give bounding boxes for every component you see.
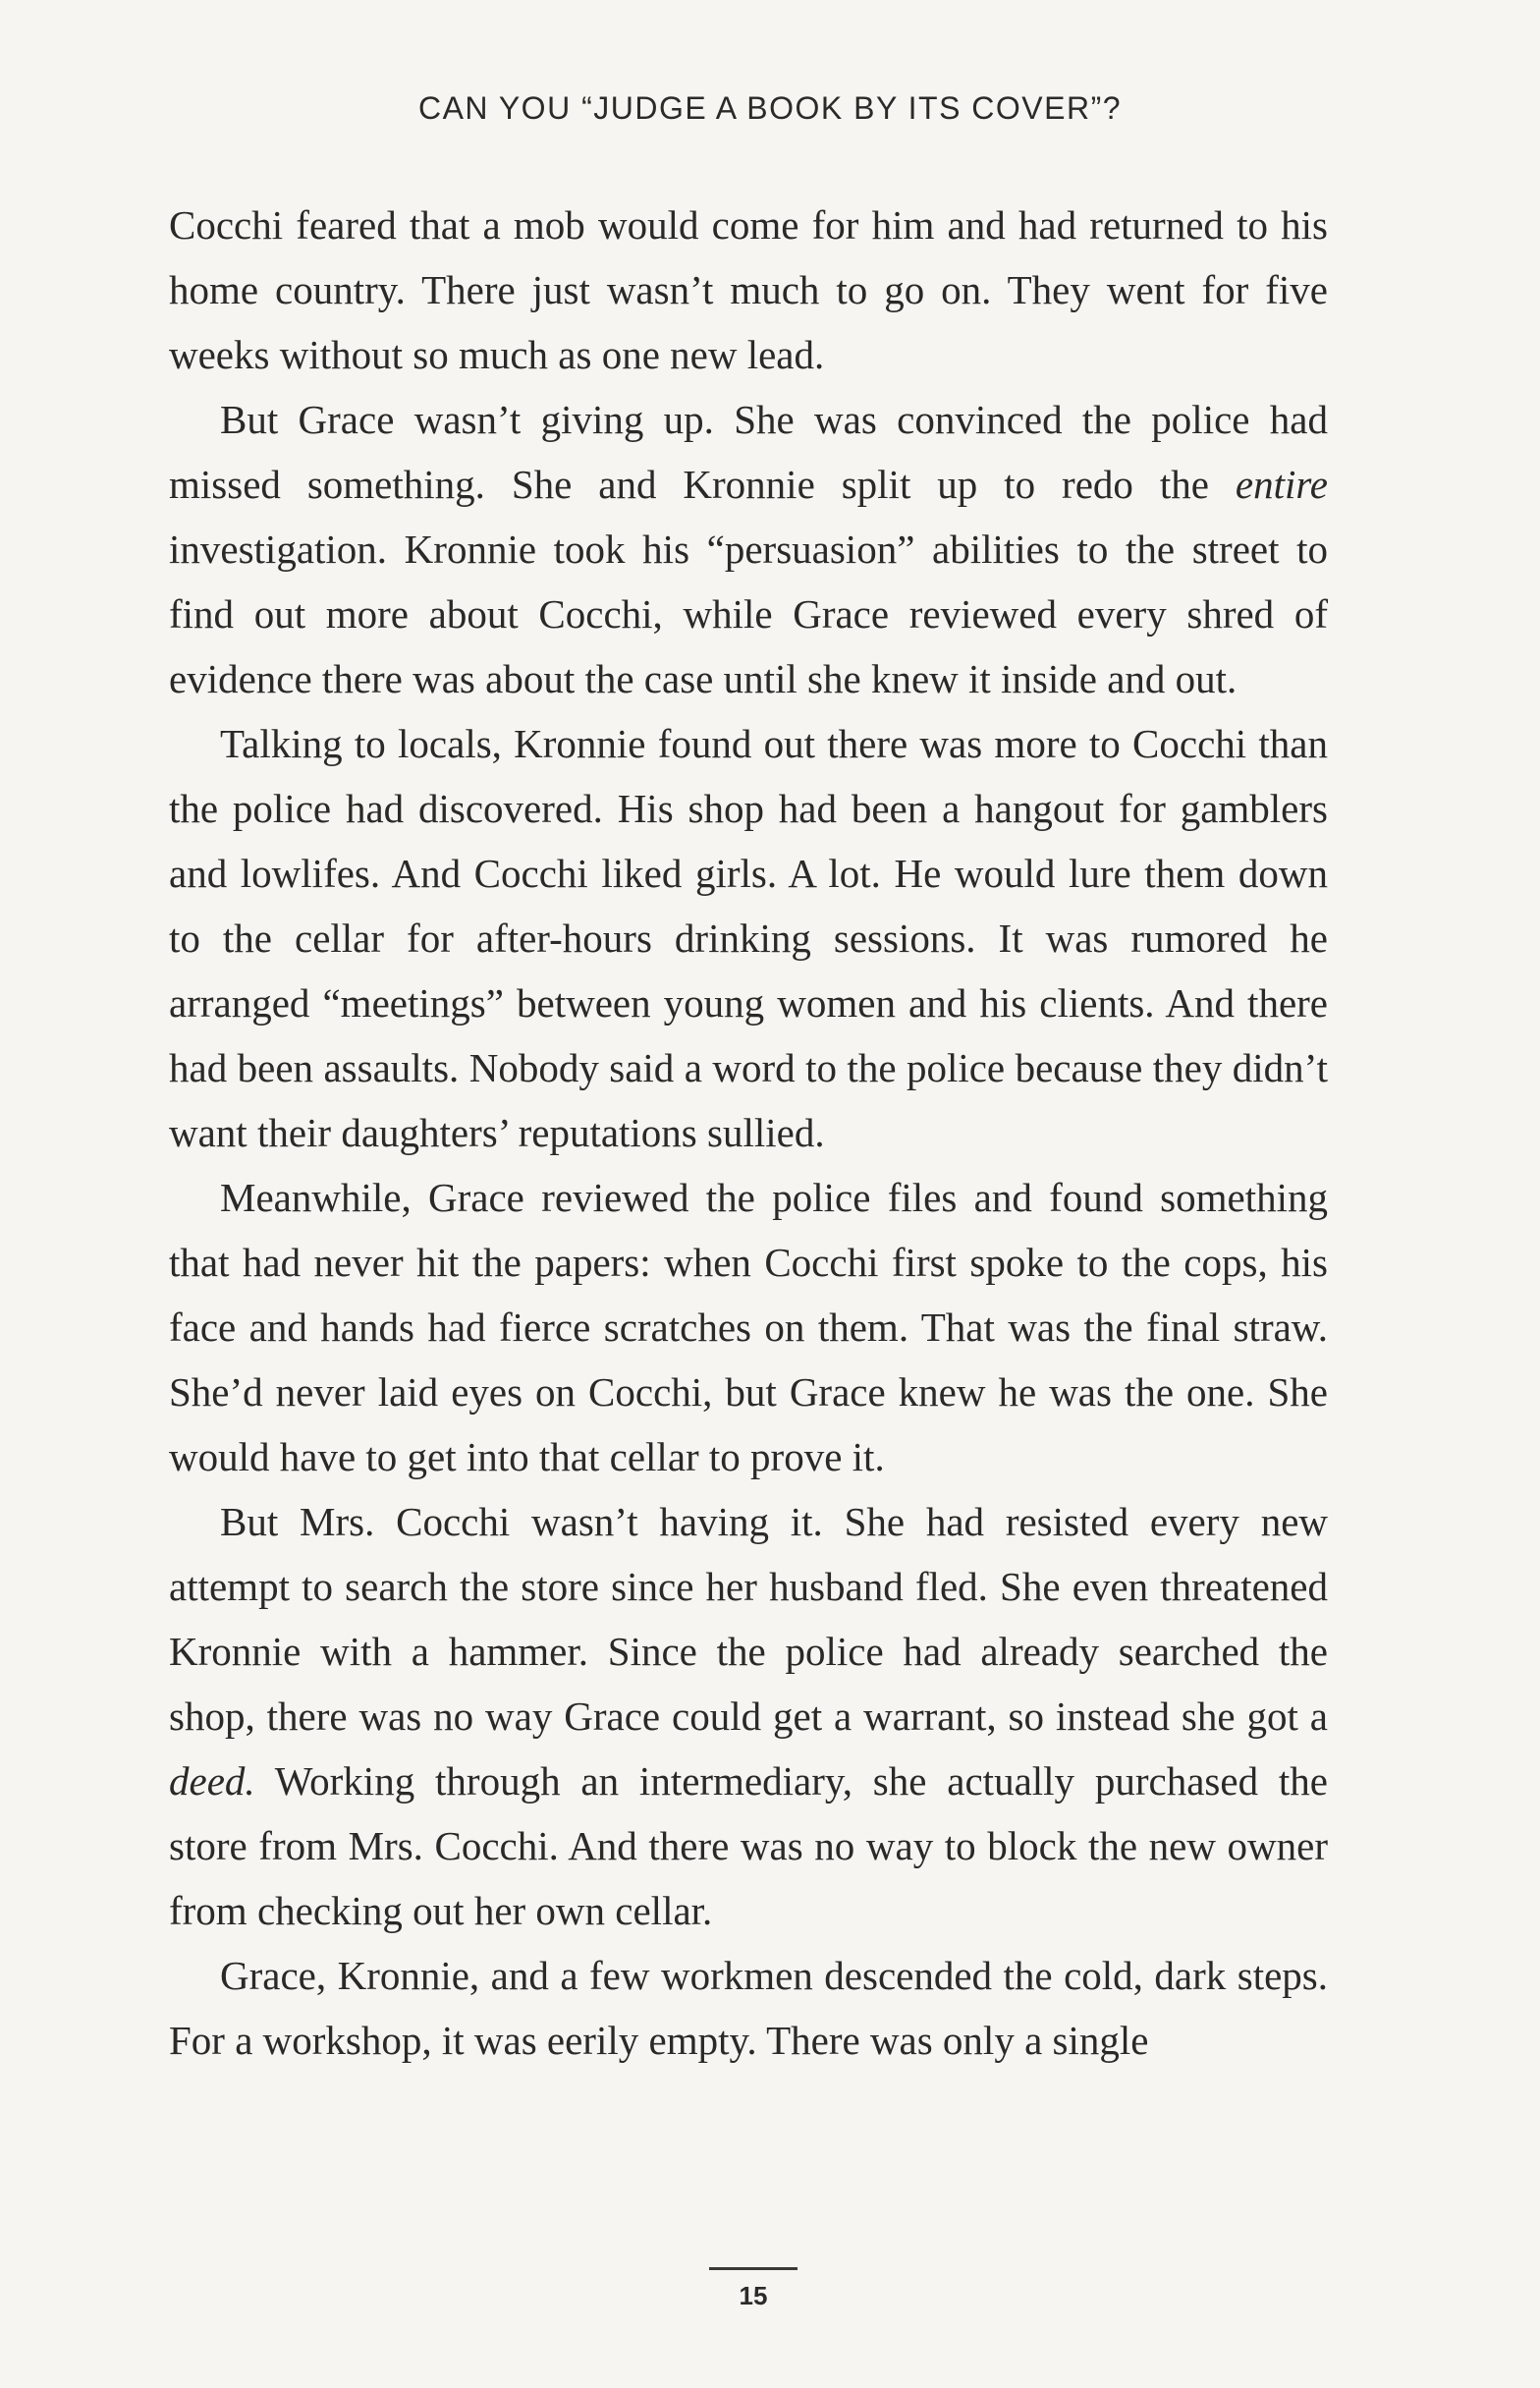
paragraph-2-before: But Grace wasn’t giving up. She was convinced the police had missed something. She and Kronnie split up to redo the (169, 397, 1328, 507)
paragraph-2-after: investigation. Kronnie took his “persuasion” abilities to the street to find out more about Cocchi, while Grace reviewed every shred of evidence there was about the case until she knew it inside and out. (169, 527, 1328, 701)
paragraph-5-after: Working through an intermediary, she actually purchased the store from Mrs. Cocchi. And there was no way to block the new owner from checking out her own cellar. (169, 1758, 1328, 1933)
running-head: CAN YOU “JUDGE A BOOK BY ITS COVER”? (417, 90, 1123, 126)
paragraph-1: Cocchi feared that a mob would come for him and had returned to his home country. There just wasn’t much to go on. They went for five weeks without so much as one new lead. (169, 202, 1328, 377)
paragraph-6: Grace, Kronnie, and a few workmen descended the cold, dark steps. For a workshop, it was eerily empty. There was only a single (169, 1953, 1328, 2063)
paragraph-2-emphasis: entire (1235, 462, 1328, 507)
paragraph-4: Meanwhile, Grace reviewed the police files and found something that had never hit the papers: when Cocchi first spoke to the cops, his face and hands had fierce scratches on them. That was the final straw. She’d never laid eyes on Cocchi, but Grace knew he was the one. She would have to get into that cellar to prove it. (169, 1175, 1328, 1479)
paragraph-5 (169, 1489, 1328, 1943)
folio-rule (709, 2267, 798, 2270)
paragraph-5-before: But Mrs. Cocchi wasn’t having it. She had resisted every new attempt to search the store since her husband fled. She even threatened Kronnie with a hammer. Since the police had already searched the shop, there was no way Grace could get a warrant, so instead she got a (169, 1499, 1328, 1739)
body-text (169, 193, 1328, 2073)
page-number: 15 (739, 2281, 768, 2310)
paragraph-2 (169, 387, 1328, 711)
paragraph-5-emphasis: deed. (169, 1758, 255, 1804)
paragraph-3: Talking to locals, Kronnie found out there was more to Cocchi than the police had discovered. His shop had been a hangout for gamblers and lowlifes. And Cocchi liked girls. A lot. He would lure them down to the cellar for after-hours drinking sessions. It was rumored he arranged “meetings” between young women and his clients. And there had been assaults. Nobody said a word to the police because they didn’t want their daughters’ reputations sullied. (169, 721, 1328, 1155)
